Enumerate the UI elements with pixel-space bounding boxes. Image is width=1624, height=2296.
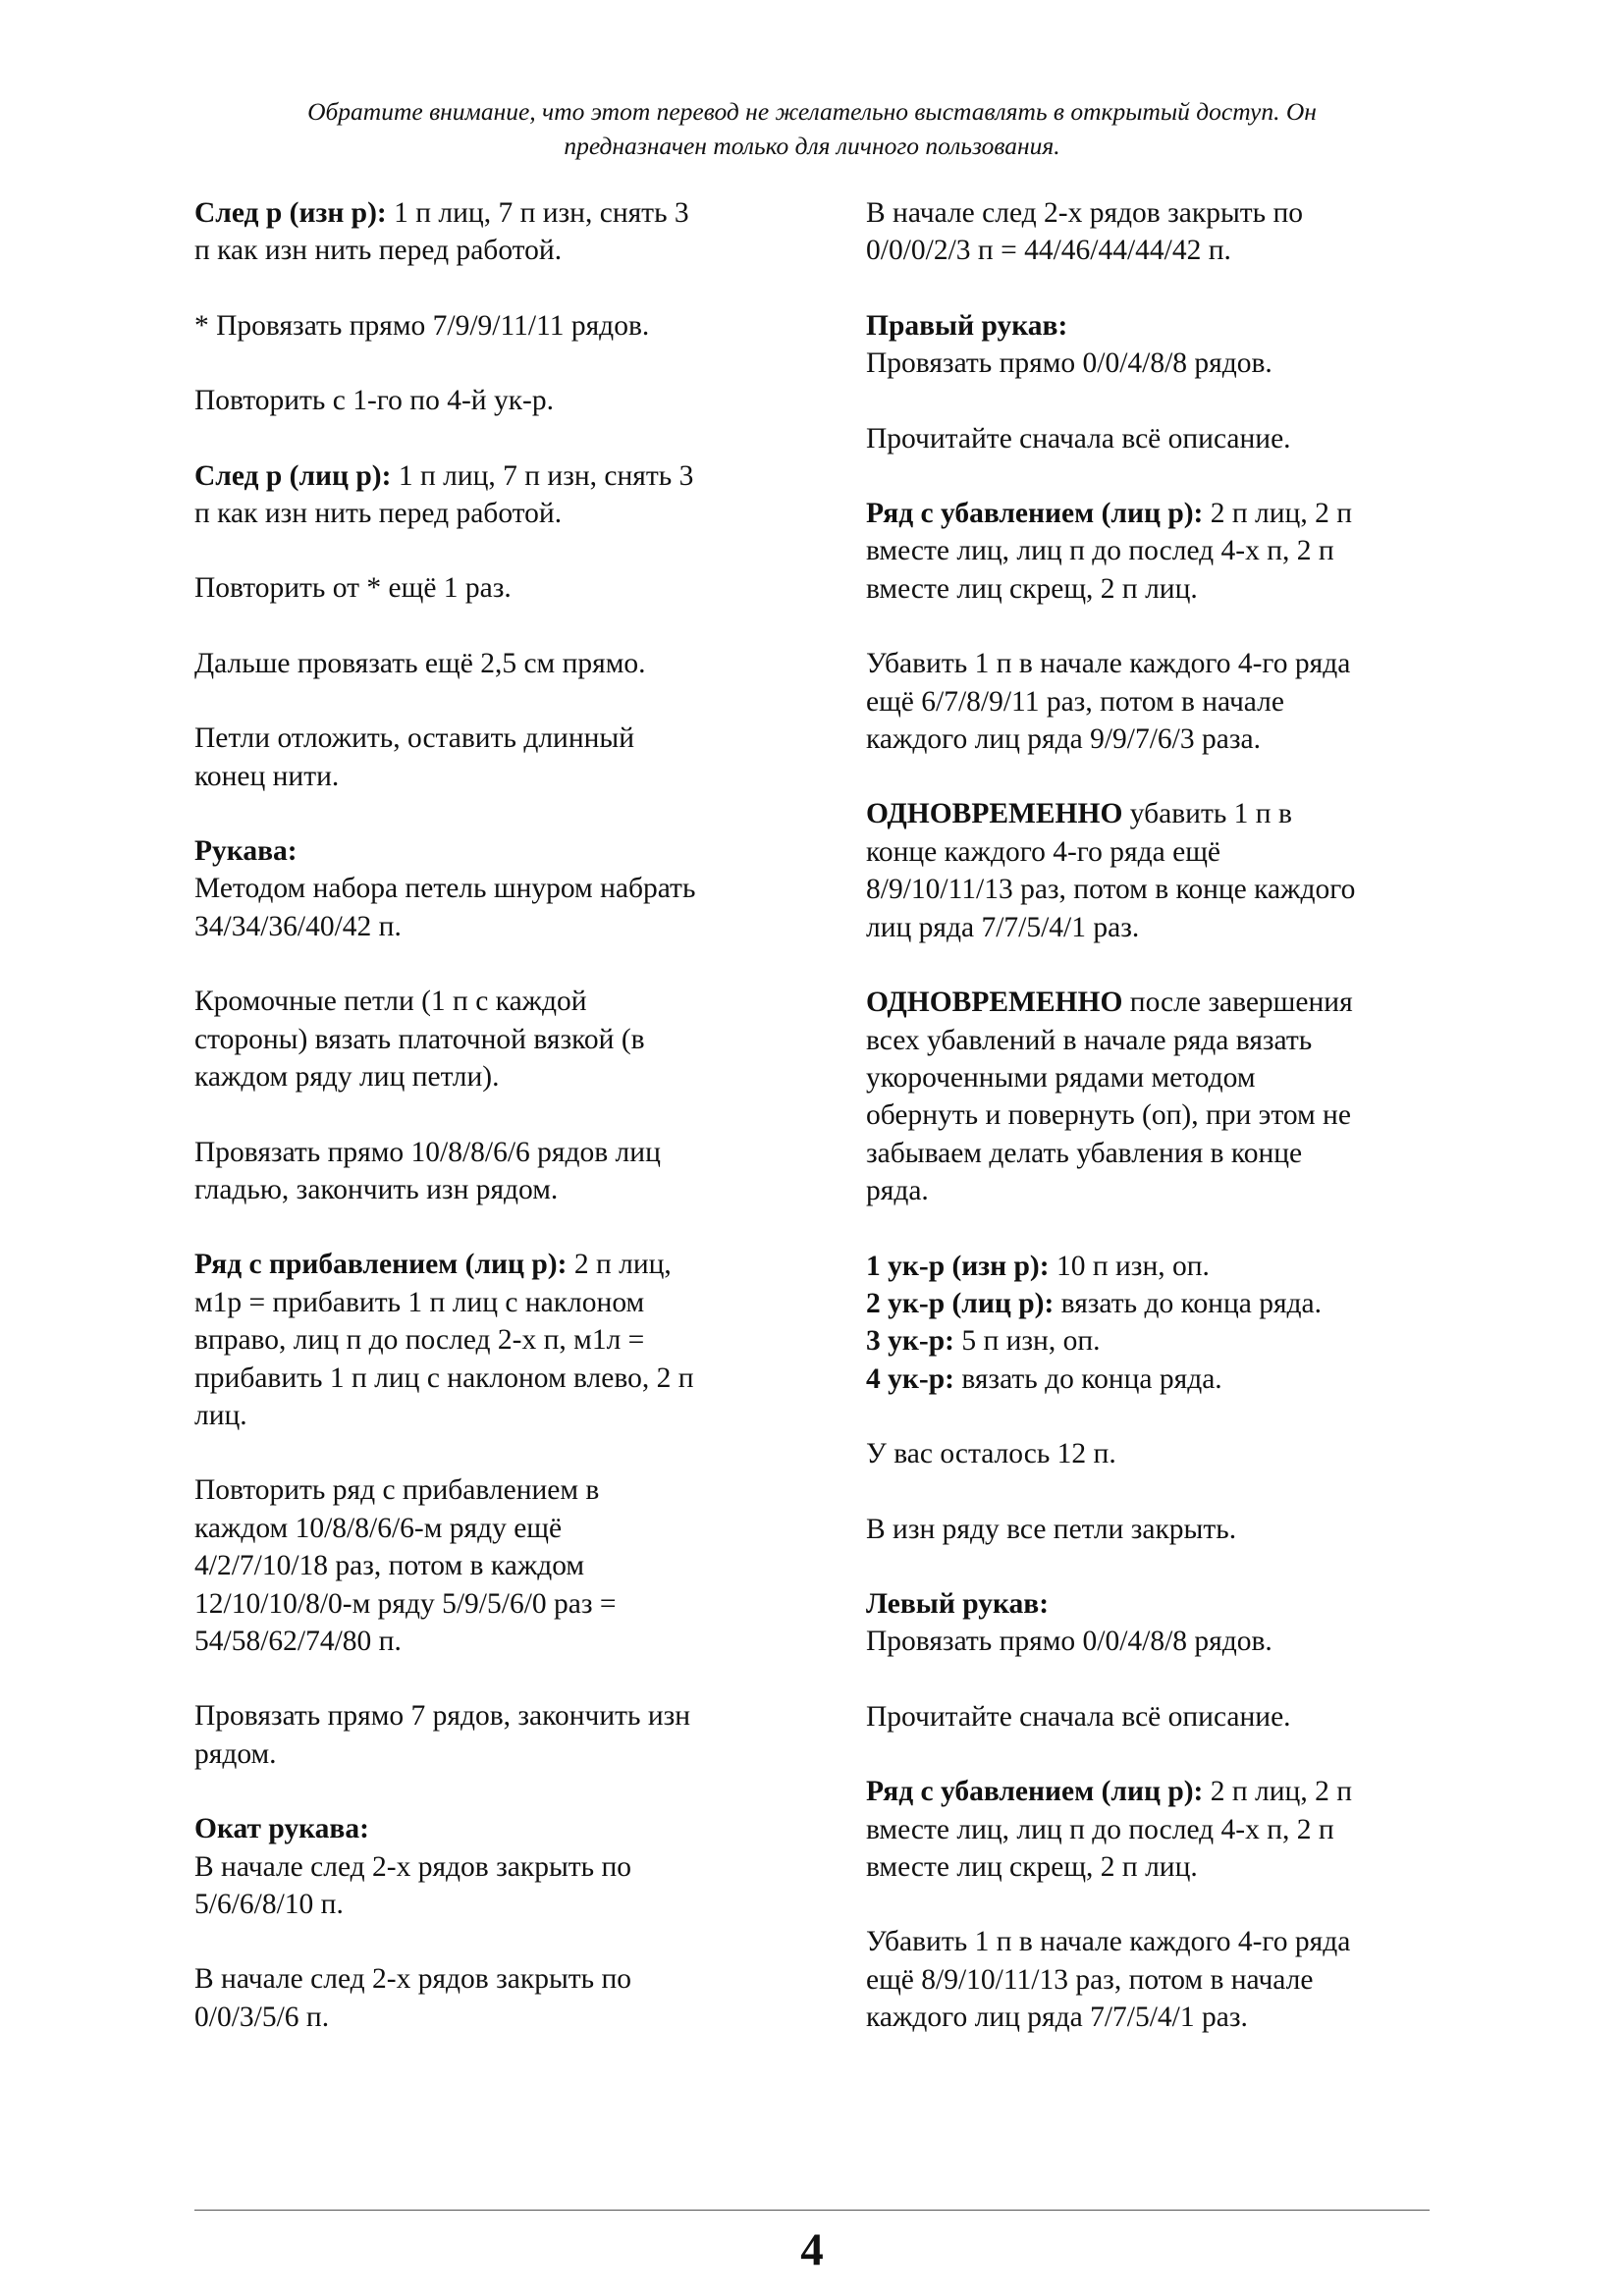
text-line: В начале след 2-х рядов закрыть по xyxy=(194,1850,632,1883)
text-line: Убавить 1 п в начале каждого 4-го ряда xyxy=(866,1926,1351,1958)
bold-label: 2 ук-р (лиц р): xyxy=(866,1287,1055,1319)
text-line: забываем делать убавления в конце xyxy=(866,1137,1303,1169)
text-line: В начале след 2-х рядов закрыть по xyxy=(866,197,1304,229)
text-line: ряда. xyxy=(866,1175,929,1207)
header-line-2: предназначен только для личного пользования. xyxy=(564,132,1060,160)
right-column xyxy=(866,194,1494,2074)
paragraph xyxy=(866,1435,1494,1472)
bold-label: 1 ук-р (изн р): xyxy=(866,1250,1050,1282)
text-line: Повторить ряд с прибавлением в xyxy=(194,1474,600,1507)
text-line: Петли отложить, оставить длинный xyxy=(194,722,635,755)
text-line: вместе лиц, лиц п до послед 4-х п, 2 п xyxy=(866,535,1334,567)
bold-label: ОДНОВРЕМЕННО xyxy=(866,987,1123,1019)
text-line: п как изн нить перед работой. xyxy=(194,235,563,267)
text: вязать до конца ряда. xyxy=(953,1362,1222,1395)
bold-label: 3 ук-р: xyxy=(866,1325,954,1358)
left-column xyxy=(194,194,823,2073)
text-line: каждого лиц ряда 7/7/5/4/1 раз. xyxy=(866,2002,1248,2034)
text: 10 п изн, оп. xyxy=(1049,1250,1210,1282)
text-line: каждого лиц ряда 9/9/7/6/3 раза. xyxy=(866,723,1261,756)
text: убавить 1 п в xyxy=(1122,798,1292,830)
header-line-1: Обратите внимание, что этот перевод не желательно выставлять в открытый доступ. Он xyxy=(307,97,1317,126)
paragraph xyxy=(866,1923,1494,2036)
text: после завершения xyxy=(1122,987,1353,1019)
text-line: В начале след 2-х рядов закрыть по xyxy=(194,1963,632,1996)
list-item xyxy=(866,1322,1494,1360)
paragraph xyxy=(194,382,823,419)
text-line: Методом набора петель шнуром набрать xyxy=(194,873,696,905)
short-rows-list xyxy=(866,1248,1494,1399)
text-line: Провязать прямо 7 рядов, закончить изн xyxy=(194,1700,691,1733)
text-line: Повторить с 1-го по 4-й ук-р. xyxy=(194,385,554,417)
text-line: ещё 6/7/8/9/11 раз, потом в начале xyxy=(866,685,1284,718)
text-line: лиц. xyxy=(194,1399,247,1431)
text-line: обернуть и повернуть (оп), при этом не xyxy=(866,1099,1351,1132)
text-line: 0/0/3/5/6 п. xyxy=(194,2001,330,2033)
text-line: лиц ряда 7/7/5/4/1 раз. xyxy=(866,911,1140,943)
text-line: Кромочные петли (1 п с каждой xyxy=(194,986,587,1018)
bold-label: След р (лиц р): xyxy=(194,459,392,492)
paragraph xyxy=(866,984,1494,1209)
text-line: Провязать прямо 0/0/4/8/8 рядов. xyxy=(866,1626,1272,1658)
paragraph xyxy=(866,1511,1494,1548)
section-sleeves xyxy=(194,832,823,945)
paragraph xyxy=(194,307,823,345)
text-line: 5/6/6/8/10 п. xyxy=(194,1889,344,1920)
paragraph xyxy=(194,569,823,607)
paragraph xyxy=(194,645,823,682)
text-line: ещё 8/9/10/11/13 раз, потом в начале xyxy=(866,1963,1314,1996)
paragraph xyxy=(866,795,1494,946)
text-line: Дальше провязать ещё 2,5 см прямо. xyxy=(194,647,646,679)
text: 5 п изн, оп. xyxy=(953,1325,1101,1358)
text-line: 0/0/0/2/3 п = 44/46/44/44/42 п. xyxy=(866,235,1231,267)
text: 2 п лиц, 2 п xyxy=(1203,1776,1353,1808)
paragraph xyxy=(866,645,1494,758)
bold-label: ОДНОВРЕМЕННО xyxy=(866,798,1123,830)
text-line: укороченными рядами методом xyxy=(866,1061,1256,1094)
text: вязать до конца ряда. xyxy=(1054,1287,1323,1319)
paragraph xyxy=(866,495,1494,608)
bold-label: 4 ук-р: xyxy=(866,1362,954,1395)
text-line: всех убавлений в начале ряда вязать xyxy=(866,1024,1313,1056)
paragraph xyxy=(866,1698,1494,1735)
paragraph xyxy=(194,194,823,270)
paragraph xyxy=(866,1773,1494,1886)
text-line: гладью, закончить изн рядом. xyxy=(194,1173,559,1205)
text-line: Прочитайте сначала всё описание. xyxy=(866,422,1291,454)
bold-label: Ряд с убавлением (лиц р): xyxy=(866,1776,1204,1808)
text: 1 п лиц, 7 п изн, снять 3 xyxy=(391,459,694,492)
text-line: Убавить 1 п в начале каждого 4-го ряда xyxy=(866,648,1351,680)
bold-label: Ряд с прибавлением (лиц р): xyxy=(194,1249,568,1281)
paragraph xyxy=(194,1471,823,1660)
text: 2 п лиц, xyxy=(567,1249,672,1281)
paragraph xyxy=(194,720,823,795)
text-line: конец нити. xyxy=(194,760,340,792)
text-line: У вас осталось 12 п. xyxy=(866,1438,1116,1470)
bold-label: След р (изн р): xyxy=(194,197,387,229)
section-heading: Правый рукав: xyxy=(866,309,1068,342)
list-item xyxy=(866,1361,1494,1398)
text-line: Повторить от * ещё 1 раз. xyxy=(194,572,512,605)
section-heading: Окат рукава: xyxy=(194,1813,369,1845)
section-left-sleeve xyxy=(866,1585,1494,1661)
bold-label: Ряд с убавлением (лиц р): xyxy=(866,498,1204,530)
paragraph xyxy=(866,420,1494,457)
text-line: 34/34/36/40/42 п. xyxy=(194,910,402,942)
text-line: вместе лиц, лиц п до послед 4-х п, 2 п xyxy=(866,1813,1334,1845)
paragraph xyxy=(866,194,1494,270)
text-line: Провязать прямо 10/8/8/6/6 рядов лиц xyxy=(194,1136,661,1168)
list-item xyxy=(866,1248,1494,1285)
page-number: 4 xyxy=(800,2224,824,2275)
text-line: * Провязать прямо 7/9/9/11/11 рядов. xyxy=(194,309,650,342)
text-line: вправо, лиц п до послед 2-х п, м1л = xyxy=(194,1324,645,1357)
text-line: прибавить 1 п лиц с наклоном влево, 2 п xyxy=(194,1362,694,1394)
text-line: м1р = прибавить 1 п лиц с наклоном xyxy=(194,1286,645,1318)
page-header-note xyxy=(191,94,1433,163)
list-item xyxy=(866,1285,1494,1322)
paragraph xyxy=(194,1697,823,1773)
text-line: вместе лиц скрещ, 2 п лиц. xyxy=(866,572,1198,605)
section-heading: Рукава: xyxy=(194,835,298,868)
paragraph xyxy=(194,1134,823,1209)
paragraph xyxy=(194,457,823,533)
footer-divider xyxy=(194,2210,1430,2211)
text-line: каждом ряду лиц петли). xyxy=(194,1061,500,1094)
text-line: рядом. xyxy=(194,1737,277,1770)
section-right-sleeve xyxy=(866,307,1494,383)
paragraph xyxy=(194,983,823,1095)
text-line: каждом 10/8/8/6/6-м ряду ещё xyxy=(194,1512,563,1544)
text-line: 54/58/62/74/80 п. xyxy=(194,1625,402,1657)
text-line: 4/2/7/10/18 раз, потом в каждом xyxy=(194,1550,585,1582)
text-line: 12/10/10/8/0-м ряду 5/9/5/6/0 раз = xyxy=(194,1587,617,1620)
text-line: стороны) вязать платочной вязкой (в xyxy=(194,1023,645,1055)
paragraph xyxy=(194,1246,823,1434)
text: 1 п лиц, 7 п изн, снять 3 xyxy=(386,197,689,229)
text: 2 п лиц, 2 п xyxy=(1203,498,1353,530)
text-line: конце каждого 4-го ряда ещё xyxy=(866,835,1221,868)
text-line: п как изн нить перед работой. xyxy=(194,498,563,530)
text-line: 8/9/10/11/13 раз, потом в конце каждого xyxy=(866,874,1356,906)
section-sleeve-cap xyxy=(194,1810,823,1923)
text-line: Провязать прямо 0/0/4/8/8 рядов. xyxy=(866,347,1272,380)
section-heading: Левый рукав: xyxy=(866,1587,1050,1620)
paragraph xyxy=(194,1960,823,2036)
text-line: вместе лиц скрещ, 2 п лиц. xyxy=(866,1851,1198,1883)
text-line: Прочитайте сначала всё описание. xyxy=(866,1700,1291,1733)
text-line: В изн ряду все петли закрыть. xyxy=(866,1513,1237,1545)
